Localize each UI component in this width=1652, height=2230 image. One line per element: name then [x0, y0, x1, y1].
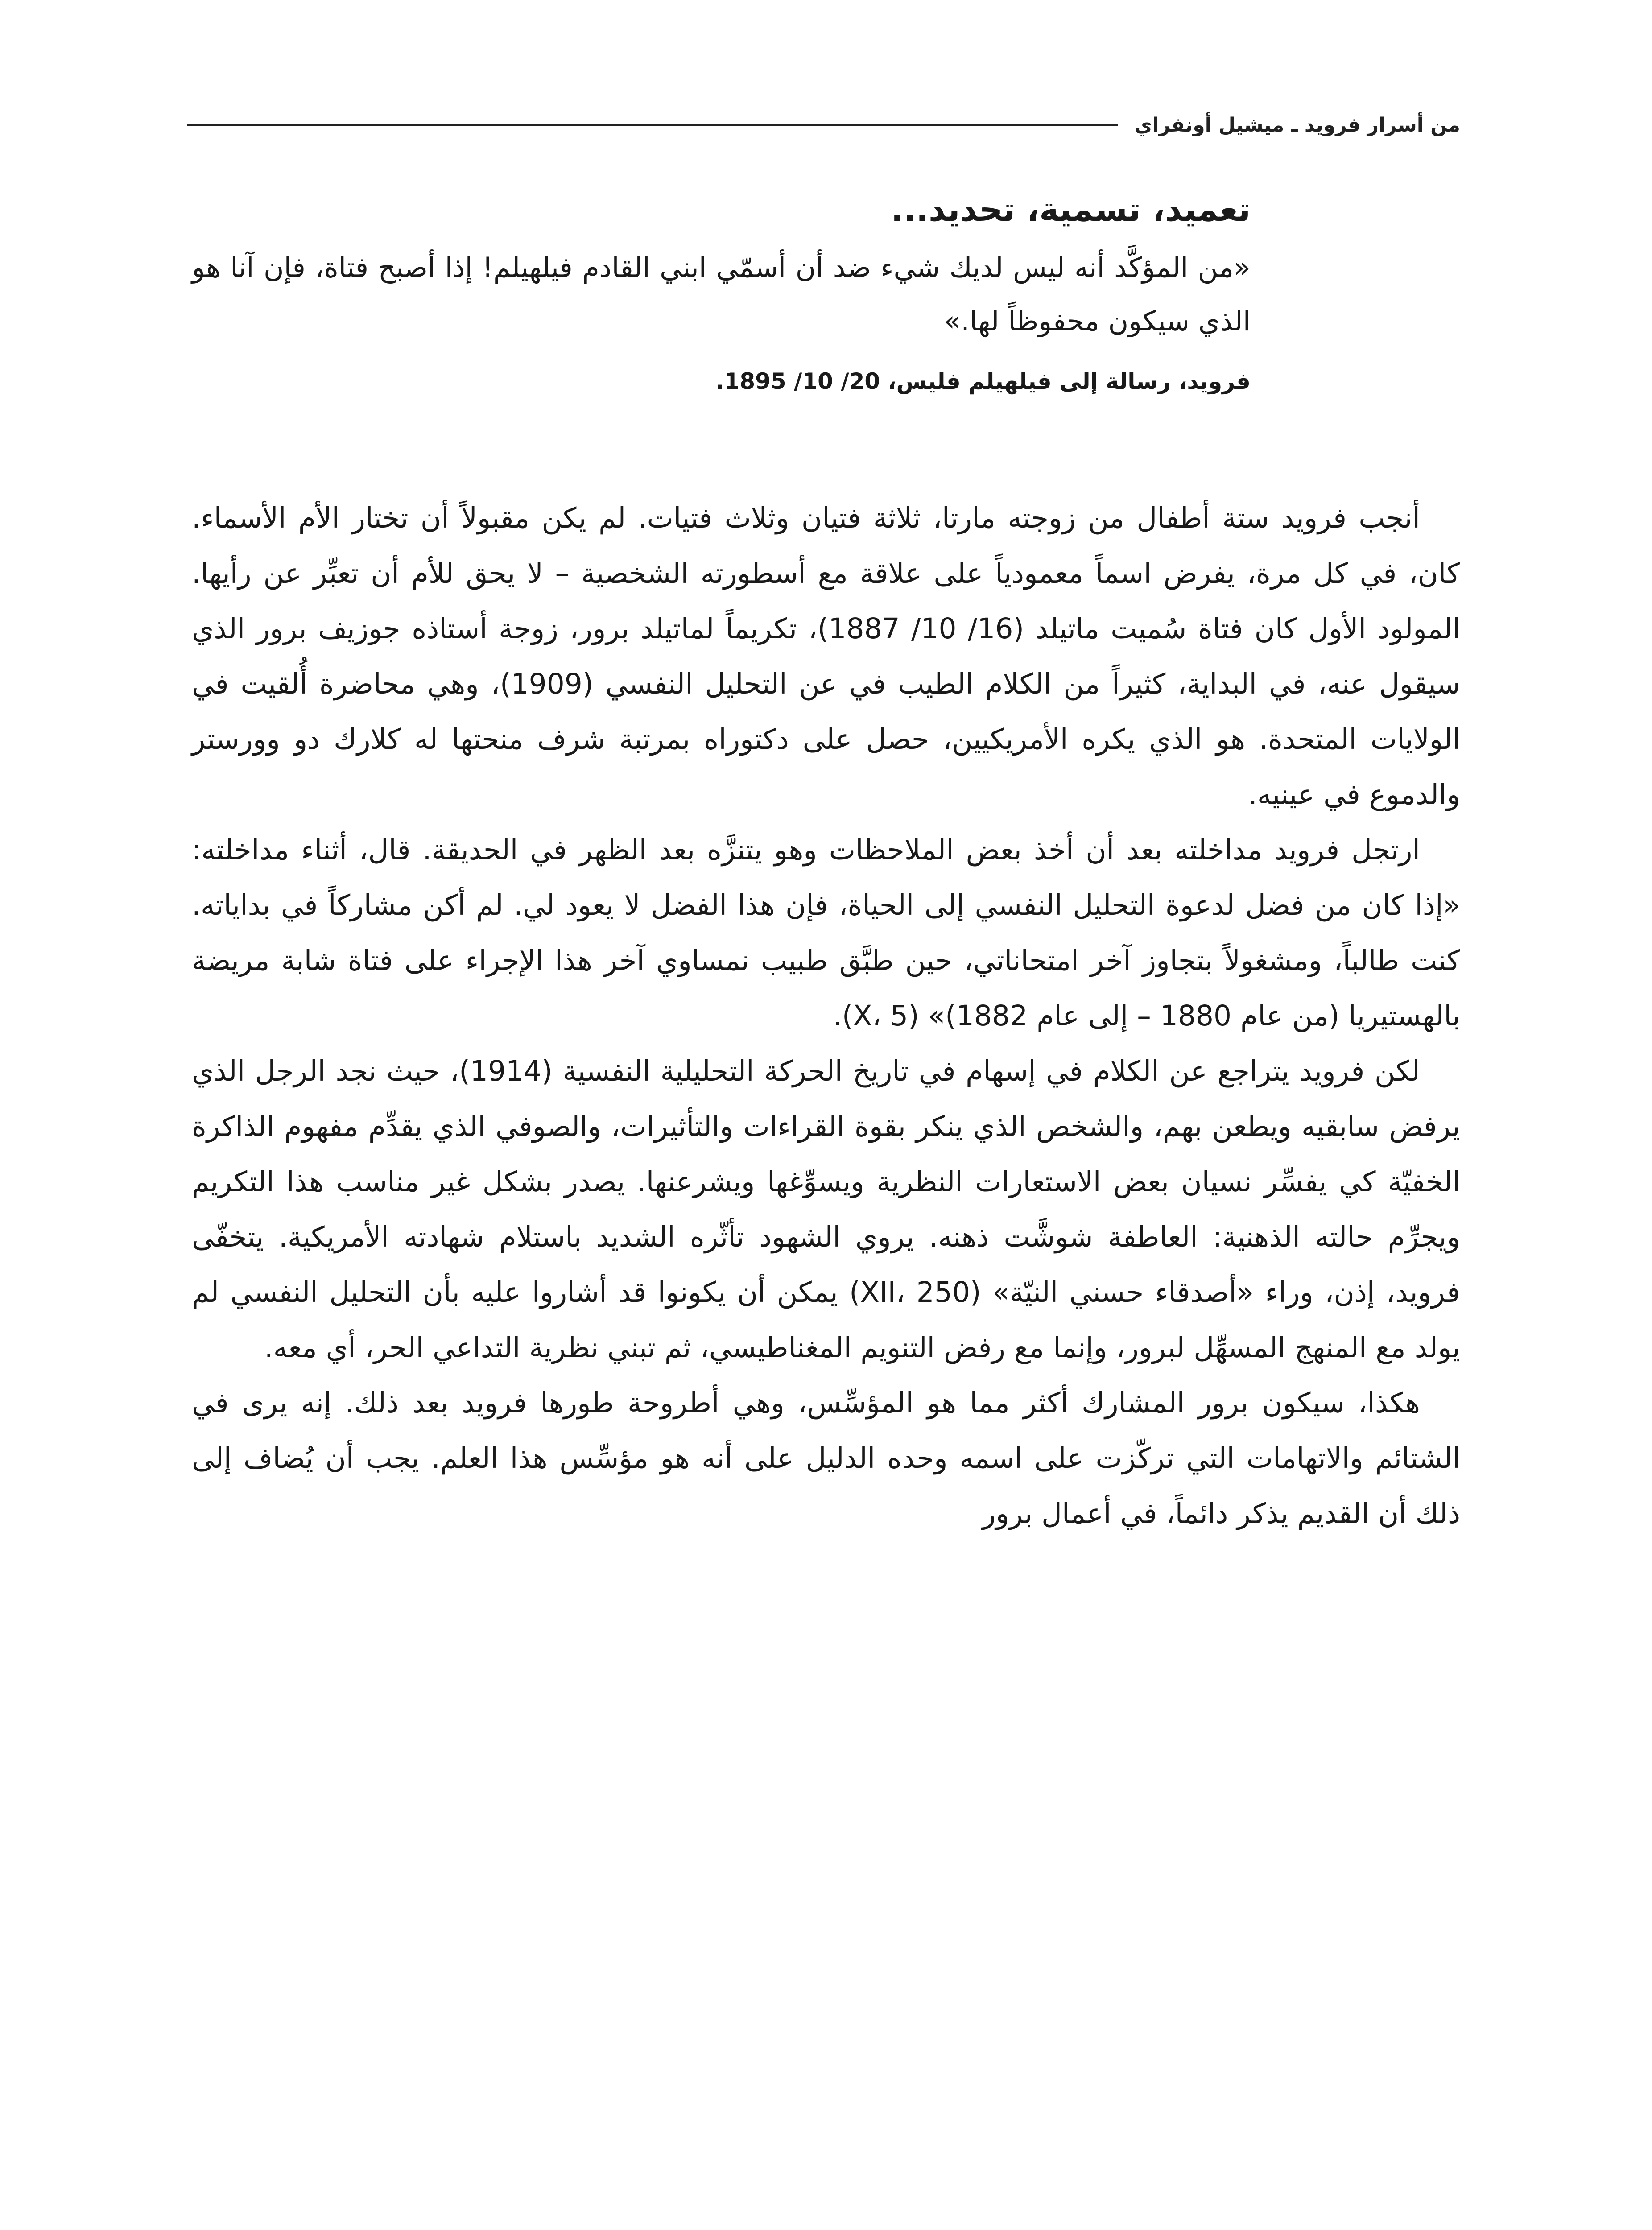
epigraph-citation: فرويد، رسالة إلى فيلهيلم فليس، 20/ 10/ 1895. [715, 368, 1251, 394]
running-title: من أسرار فرويد ـ ميشيل أونفراي [1134, 113, 1460, 136]
running-header [187, 112, 1460, 138]
paragraph: هكذا، سيكون برور المشارك أكثر مما هو المؤسِّس، وهي أطروحة طورها فرويد بعد ذلك. إنه يرى في الشتائم والاتهامات التي تركّزت على اسمه وحده الدليل على أنه هو مؤسِّس هذا العلم. يجب أن يُضاف إلى ذلك أن القديم يذكر دائماً، في أعمال برور [192, 1387, 1460, 1530]
epigraph-quote: «من المؤكَّد أنه ليس لديك شيء ضد أن أسمّي ابني القادم فيلهيلم! إذا أصبح فتاة، فإن آنا هو الذي سيكون محفوظاً لها.» [192, 251, 1251, 337]
content-column [192, 178, 1460, 1541]
paragraph: لكن فرويد يتراجع عن الكلام في إسهام في تاريخ الحركة التحليلية النفسية (1914)، حيث نجد الرجل الذي يرفض سابقيه ويطعن بهم، والشخص الذي ينكر بقوة القراءات والتأثيرات، والصوفي الذي يقدِّم مفهوم الذاكرة الخفيّة كي يفسِّر نسيان بعض الاستعارات النظرية ويسوِّغها ويشرعنها. يصدر بشكل غير مناسب هذا التكريم ويجرِّم حالته الذهنية: العاطفة شوشَّت ذهنه. يروي الشهود تأثّره الشديد باستلام شهادته الأمريكية. يتخفّى فرويد، إذن، وراء «أصدقاء حسني النيّة» (XII، 250) يمكن أن يكونوا قد أشاروا عليه بأن التحليل النفسي لم يولد مع المنهج المسهِّل لبرور، وإنما مع رفض التنويم المغناطيسي، ثم تبني نظرية التداعي الحر، أي معه. [192, 1055, 1460, 1364]
header-rule [187, 124, 1118, 126]
paragraph: أنجب فرويد ستة أطفال من زوجته مارتا، ثلاثة فتيان وثلاث فتيات. لم يكن مقبولاً أن تختار الأم الأسماء. كان، في كل مرة، يفرض اسماً معمودياً على علاقة مع أسطورته الشخصية – لا يحق للأم أن تعبِّر عن رأيها. المولود الأول كان فتاة سُميت ماتيلد (16/ 10/ 1887)، تكريماً لماتيلد برور، زوجة أستاذه جوزيف برور الذي سيقول عنه، في البداية، كثيراً من الكلام الطيب في عن التحليل النفسي (1909)، وهي محاضرة أُلقيت في الولايات المتحدة. هو الذي يكره الأمريكيين، حصل على دكتوراه بمرتبة شرف منحتها له كلارك دو وورستر والدموع في عينيه. [192, 502, 1460, 811]
body-text [192, 491, 1460, 1541]
section-title: تعميد، تسمية، تحديد... [891, 190, 1251, 229]
paragraph: ارتجل فرويد مداخلته بعد أن أخذ بعض الملاحظات وهو يتنزَّه بعد الظهر في الحديقة. قال، أثناء مداخلته: «إذا كان من فضل لدعوة التحليل النفسي إلى الحياة، فإن هذا الفضل لا يعود لي. لم أكن مشاركاً في بداياته. كنت طالباً، ومشغولاً بتجاوز آخر امتحاناتي، حين طبَّق طبيب نمساوي آخر هذا الإجراء على فتاة شابة مريضة بالهستيريا (من عام 1880 – إلى عام 1882)» (X، 5). [192, 834, 1460, 1032]
